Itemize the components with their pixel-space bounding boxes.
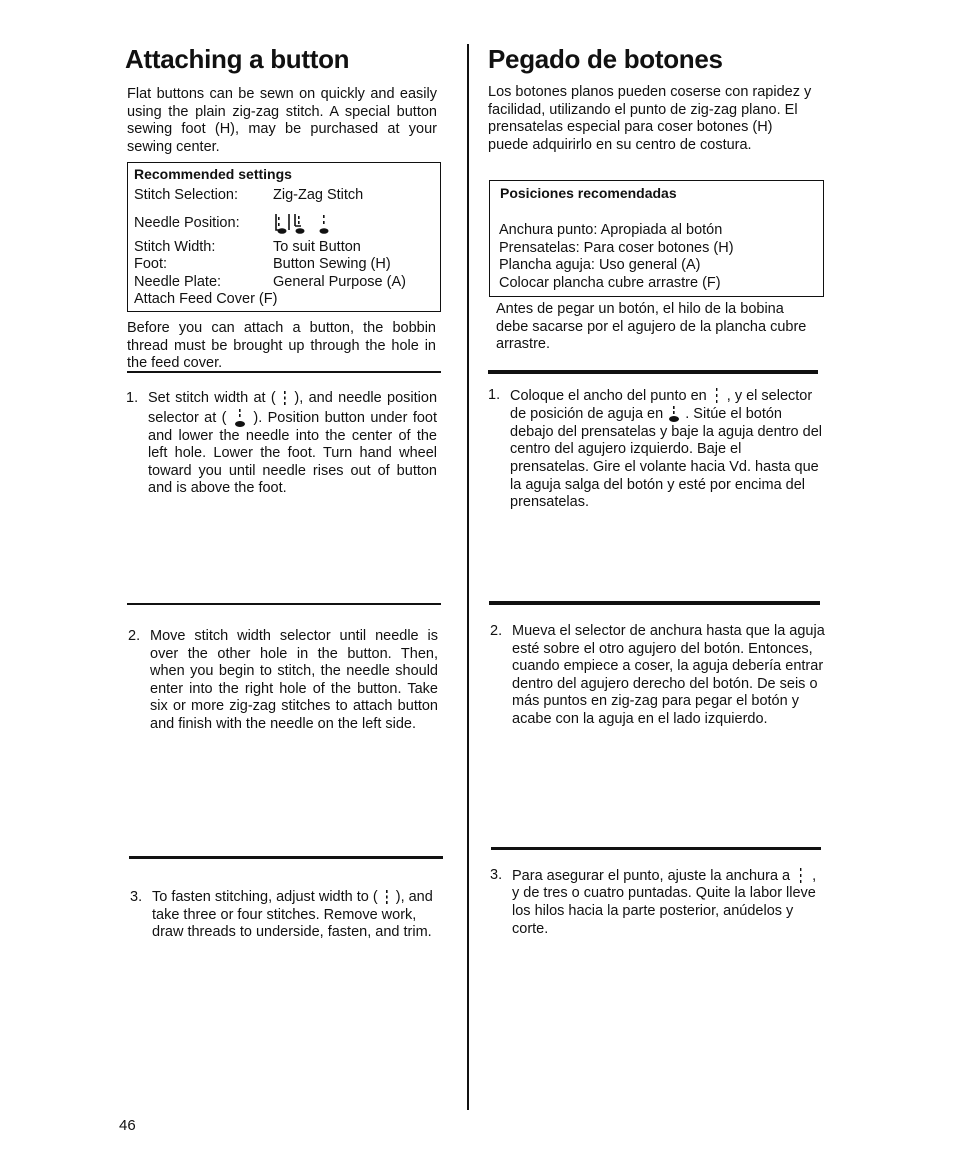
settings-row [134, 239, 440, 257]
settings-row: Colocar plancha cubre arrastre (F) [499, 274, 721, 291]
english-title: Attaching a button [125, 44, 350, 74]
settings-row [134, 187, 440, 205]
settings-value: To suit Button [273, 238, 361, 255]
step-text-part: To fasten stitching, adjust width to ( [152, 889, 378, 905]
settings-value: Zig-Zag Stitch [273, 187, 364, 203]
step-number: 1. [126, 390, 139, 406]
settings-label: Needle Plate: [134, 273, 222, 290]
divider-rule [488, 370, 818, 374]
stitch-width-icon [794, 867, 808, 885]
step-text [510, 387, 823, 512]
settings-row [134, 211, 440, 237]
spanish-settings-heading: Posiciones recomendadas [500, 185, 677, 201]
spanish-step-2 [490, 623, 825, 729]
needle-position-icon [667, 405, 681, 423]
divider-rule [129, 856, 443, 859]
spanish-step-3 [490, 867, 825, 938]
settings-row: Plancha aguja: Uso general (A) [499, 257, 701, 274]
divider-rule [491, 847, 821, 850]
step-number: 3. [490, 867, 503, 883]
step-text-part: Set stitch width at ( [148, 390, 276, 406]
step-number: 2. [490, 623, 503, 639]
step-text-part: , y de tres o cuatro puntadas. Quite la labor lleve los hilos hacia la parte posterior, anúdelos y corte. [512, 867, 817, 937]
settings-label: Foot: [134, 256, 168, 273]
needle-position-icons [273, 212, 333, 236]
settings-value: General Purpose (A) [273, 273, 406, 290]
settings-label: Attach Feed Cover (F) [134, 291, 278, 308]
english-step-2 [128, 628, 438, 734]
step-text [148, 390, 437, 498]
page-number: 46 [119, 1117, 136, 1134]
needle-position-right-icon [315, 212, 333, 236]
settings-row: Prensatelas: Para coser botones (H) [499, 239, 734, 256]
step-number: 3. [130, 889, 143, 905]
step-text-part: Para asegurar el punto, ajuste la anchura a [512, 867, 791, 884]
spanish-before-note: Antes de pegar un botón, el hilo de la bobina debe sacarse por el agujero de la plancha cubre arrastre. [496, 301, 807, 353]
spanish-intro: Los botones planos pueden coserse con rapidez y facilidad, utilizando el punto de zig-zag plano. El prensatelas especial para coser botones (H) puede adquirirlo en su centro de costura. [488, 84, 812, 153]
step-text [512, 867, 825, 938]
settings-row [134, 256, 440, 274]
english-settings-heading: Recommended settings [134, 166, 292, 182]
needle-position-icon [232, 408, 248, 428]
needle-position-left-icon [273, 212, 307, 236]
spanish-settings-box [489, 180, 824, 297]
divider-rule [127, 603, 441, 605]
settings-row: Anchura punto: Apropiada al botón [499, 222, 723, 238]
settings-value: Button Sewing (H) [273, 256, 391, 273]
step-number: 2. [128, 628, 141, 644]
step-text-part: ), and take three or four stitches. Remove work, draw threads to underside, fasten, and trim. [152, 889, 433, 941]
english-before-note: Before you can attach a button, the bobbin thread must be brought up through the hole in the feed cover. [127, 320, 436, 372]
english-step-3 [130, 889, 440, 942]
spanish-step-1 [488, 387, 823, 512]
step-text-part: , y el selector de posición de aguja en [510, 387, 813, 423]
step-text-part: Coloque el ancho del punto en [510, 387, 707, 404]
step-number: 1. [488, 387, 501, 403]
english-step-1 [126, 390, 437, 498]
step-text: Mueva el selector de anchura hasta que la aguja esté sobre el otro agujero del botón. Entonces, cuando empiece a coser, la aguja debería entrar dentro del agujero derecho del botón. De seis o más puntos en zig-zag para pegar el botón y acabe con la aguja en el lado izquierdo. [512, 623, 825, 727]
divider-rule [127, 371, 441, 373]
step-text-part: ). Position button under foot and lower the needle into the center of the left hole. Lower the foot. Turn hand wheel toward you until needle rises out of button and is above the foot. [148, 409, 438, 497]
column-divider [467, 44, 469, 1110]
stitch-width-icon [711, 387, 723, 405]
step-text [152, 889, 440, 942]
stitch-width-icon [281, 390, 289, 406]
divider-rule [489, 601, 820, 605]
settings-label: Stitch Selection: [134, 187, 238, 203]
step-text-part: ), and needle position selector at ( [148, 390, 438, 426]
settings-label: Needle Position: [134, 214, 240, 231]
step-text-part: . Sitúe el botón debajo del prensatelas y baje la aguja dentro del centro del agujero izquierdo. Baje el prensatelas. Gire el volante hacia Vd. hasta que la aguja salga del botón y esté por encima del prensatelas. [510, 406, 822, 511]
stitch-width-icon [382, 889, 392, 905]
english-settings-box [127, 162, 441, 312]
settings-label: Stitch Width: [134, 238, 216, 255]
english-intro: Flat buttons can be sewn on quickly and easily using the plain zig-zag stitch. A special button sewing foot (H), may be purchased at your sewing center. [127, 86, 437, 155]
step-text: Move stitch width selector until needle is over the other hole in the button. Then, when you begin to stitch, the needle should enter into the right hole of the button. Take six or more zig-zag stitches to attach button and finish with the needle on the left side. [150, 628, 438, 732]
settings-row [134, 291, 440, 309]
settings-row [134, 274, 440, 292]
spanish-title: Pegado de botones [488, 44, 723, 74]
